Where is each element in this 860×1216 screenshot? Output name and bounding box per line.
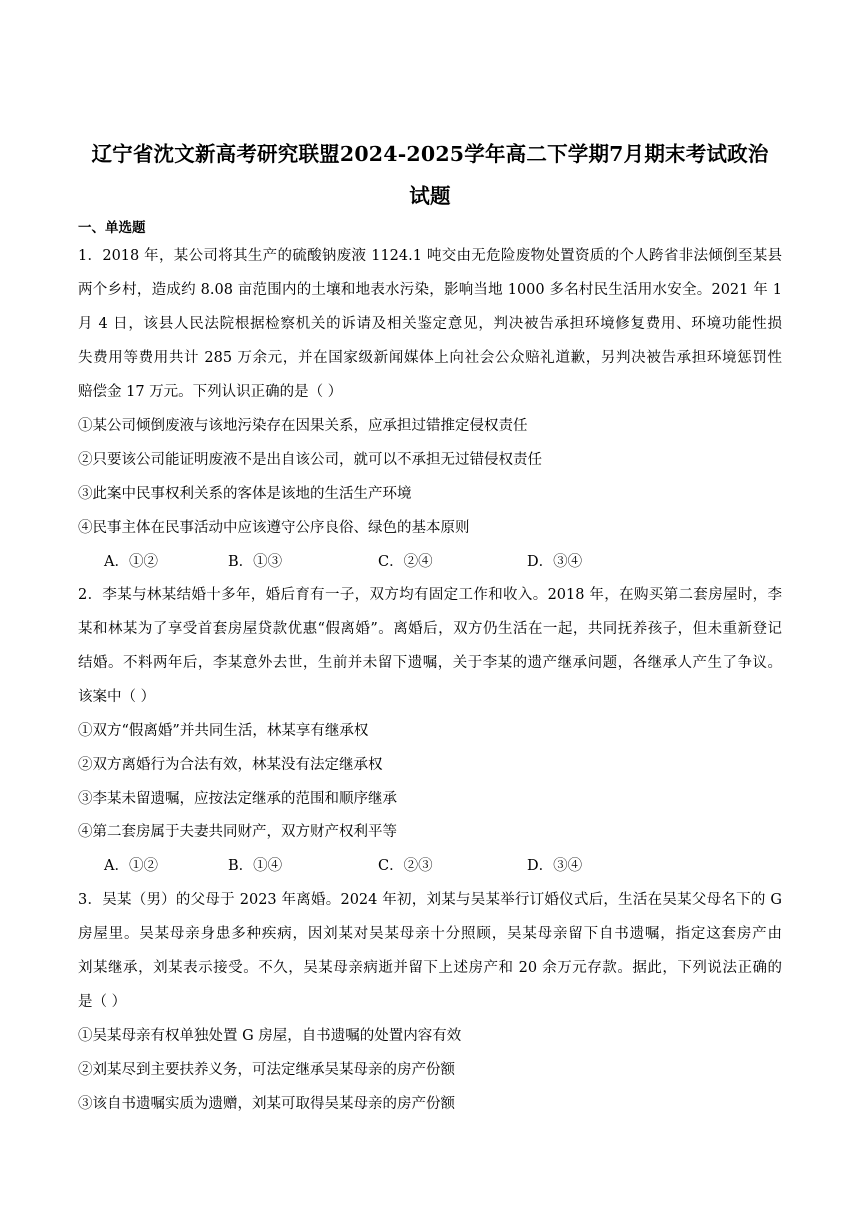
question-3-stem-line-3: 刘某继承，刘某表示接受。不久，吴某母亲病逝并留下上述房产和 20 余万元存款。据此，下列说法正确的 [78,960,782,976]
question-2-stem-line-2: 某和林某为了享受首套房屋贷款优惠“假离婚”。离婚后，双方仍生活在一起，共同抚养孩子，但未重新登记 [78,621,782,637]
question-3-stem-line-1: 3．吴某（男）的父母于 2023 年离婚。2024 年初，刘某与吴某举行订婚仪式后，生活在吴某父母名下的 G [78,892,782,908]
question-1-stem-line-4: 失费用等费用共计 285 万余元，并在国家级新闻媒体上向社会公众赔礼道歉，另判决被告承担环境惩罚性 [78,350,782,366]
document-title-line-1: 辽宁省沈文新高考研究联盟2024-2025学年高二下学期7月期末考试政治 [91,142,769,166]
question-3-statement-1: ①吴某母亲有权单独处置 G 房屋，自书遗嘱的处置内容有效 [78,1028,462,1044]
question-2-stem-line-3: 结婚。不料两年后，李某意外去世，生前并未留下遗嘱，关于李某的遗产继承问题，各继承人产生了争议。 [78,655,782,671]
question-3-stem-line-4: 是（ ） [78,994,127,1010]
question-2-option-d: D．③④ [527,858,583,874]
question-1-option-b: B．①③ [228,554,283,570]
question-2-stem-line-1: 2．李某与林某结婚十多年，婚后育有一子，双方均有固定工作和收入。2018 年，在购买第二套房屋时，李 [78,587,782,603]
question-1-option-d: D．③④ [527,554,583,570]
question-2-statement-3: ③李某未留遗嘱，应按法定继承的范围和顺序继承 [78,791,397,807]
question-3-statement-3: ③该自书遗嘱实质为遗赠，刘某可取得吴某母亲的房产份额 [78,1096,455,1112]
question-1-stem-line-5: 赔偿金 17 万元。下列认识正确的是（ ） [78,384,343,400]
question-2-option-a: A．①② [104,858,158,874]
question-1-stem-line-3: 月 4 日，该县人民法院根据检察机关的诉请及相关鉴定意见，判决被告承担环境修复费用、环境功能性损 [78,316,782,332]
question-1-statement-2: ②只要该公司能证明废液不是出自该公司，就可以不承担无过错侵权责任 [78,452,542,468]
question-2-statement-2: ②双方离婚行为合法有效，林某没有法定继承权 [78,757,383,773]
question-1-statement-1: ①某公司倾倒废液与该地污染存在因果关系，应承担过错推定侵权责任 [78,418,528,434]
document-title-line-2: 试题 [409,184,451,208]
question-2-statement-1: ①双方“假离婚”并共同生活，林某享有继承权 [78,723,369,739]
section-heading: 一、单选题 [78,220,146,236]
question-1-statement-3: ③此案中民事权利关系的客体是该地的生活生产环境 [78,486,412,502]
question-1-option-a: A．①② [104,554,158,570]
question-1-statement-4: ④民事主体在民事活动中应该遵守公序良俗、绿色的基本原则 [78,520,470,536]
question-1-option-c: C．②④ [378,554,433,570]
question-3-stem-line-2: 房屋里。吴某母亲身患多种疾病，因刘某对吴某母亲十分照顾，吴某母亲留下自书遗嘱，指定这套房产由 [78,926,782,942]
question-3-statement-2: ②刘某尽到主要扶养义务，可法定继承吴某母亲的房产份额 [78,1062,455,1078]
question-2-stem-line-4: 该案中（ ） [78,689,156,705]
question-2-option-b: B．①④ [228,858,283,874]
question-2-option-c: C．②③ [378,858,433,874]
question-2-statement-4: ④第二套房属于夫妻共同财产，双方财产权利平等 [78,824,397,840]
question-1-stem-line-2: 两个乡村，造成约 8.08 亩范围内的土壤和地表水污染，影响当地 1000 多名村民生活用水安全。2021 年 1 [78,282,782,298]
question-1-stem-line-1: 1．2018 年，某公司将其生产的硫酸钠废液 1124.1 吨交由无危险废物处置资质的个人跨省非法倾倒至某县 [78,248,782,264]
